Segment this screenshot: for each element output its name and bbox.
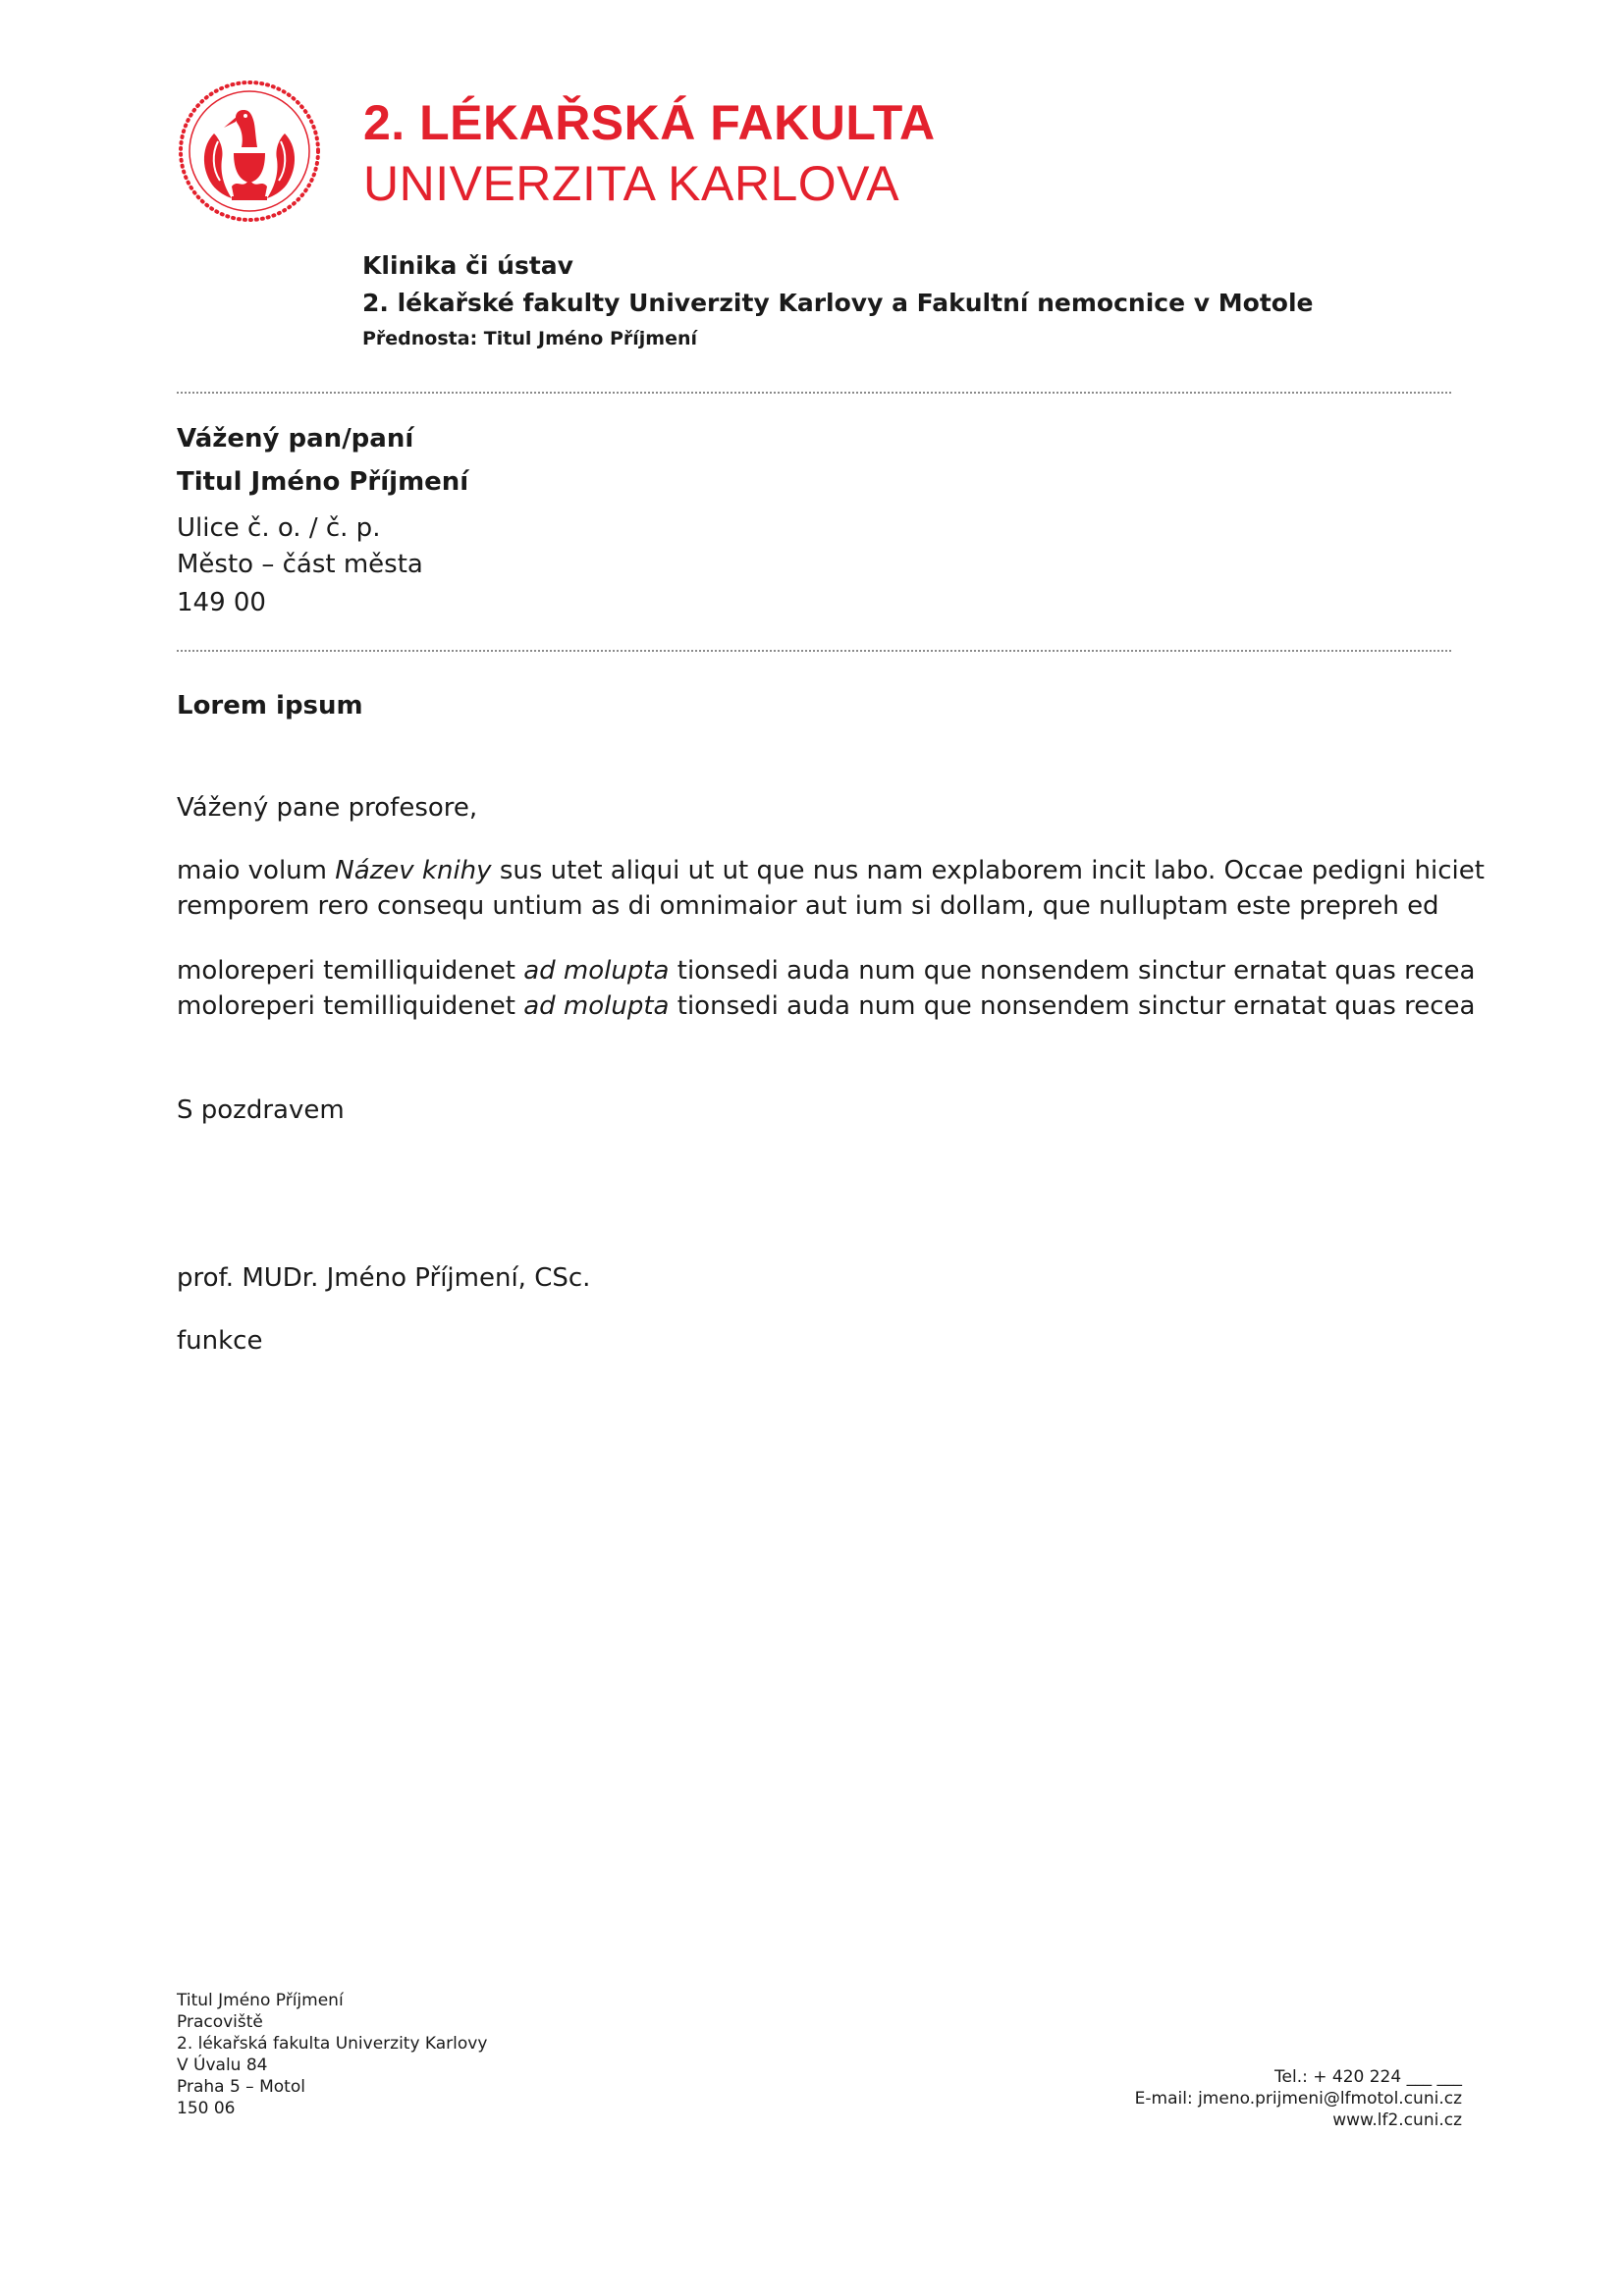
faculty-logo-line1: 2. LÉKAŘSKÁ FAKULTA bbox=[363, 95, 936, 150]
footer-sender-address bbox=[177, 1990, 487, 2119]
book-title: Název knihy bbox=[335, 856, 492, 885]
paragraph-2-line-1: moloreperi temilliquidenet ad molupta tionsedi auda num que nonsendem sinctur ernatat quas recea bbox=[177, 956, 1476, 986]
paragraph-1-line-2: remporem rero consequ untium as di omnimaior aut ium si dollam, que nulluptam este prepreh ed bbox=[177, 891, 1439, 921]
dotted-divider bbox=[177, 650, 1451, 652]
faculty-logo-line2: UNIVERZITA KARLOVA bbox=[363, 156, 900, 211]
recipient-zip: 149 00 bbox=[177, 588, 266, 617]
paragraph-2-line-2: moloreperi temilliquidenet ad molupta tionsedi auda num que nonsendem sinctur ernatat quas recea bbox=[177, 991, 1476, 1021]
footer-line: Praha 5 – Motol bbox=[177, 2077, 305, 2097]
paragraph-1-line-1: maio volum Název knihy sus utet aliqui ut ut que nus nam explaborem incit labo. Occae pedigni hiciet bbox=[177, 856, 1485, 885]
signature-function: funkce bbox=[177, 1326, 263, 1356]
recipient-greeting: Vážený pan/paní bbox=[177, 424, 414, 454]
letter-closing: S pozdravem bbox=[177, 1095, 345, 1125]
footer-line: 150 06 bbox=[177, 2099, 236, 2118]
footer-website[interactable]: www.lf2.cuni.cz bbox=[1332, 2110, 1462, 2130]
footer-phone: Tel.: + 420 224 ___ ___ bbox=[1274, 2067, 1462, 2087]
letter-subject: Lorem ipsum bbox=[177, 691, 363, 721]
italic-phrase: ad molupta bbox=[523, 991, 670, 1021]
footer-line: Pracoviště bbox=[177, 2012, 263, 2032]
dotted-divider bbox=[177, 392, 1451, 394]
footer-line: 2. lékařská fakulta Univerzity Karlovy bbox=[177, 2034, 488, 2054]
department-head: Přednosta: Titul Jméno Příjmení bbox=[362, 328, 697, 349]
recipient-street: Ulice č. o. / č. p. bbox=[177, 513, 381, 543]
recipient-city: Město – část města bbox=[177, 550, 423, 579]
letter-salutation: Vážený pane profesore, bbox=[177, 793, 478, 823]
department-affiliation: 2. lékařské fakulty Univerzity Karlovy a Fakultní nemocnice v Motole bbox=[362, 289, 1314, 317]
department-name: Klinika či ústav bbox=[362, 251, 573, 280]
signature-name: prof. MUDr. Jméno Příjmení, CSc. bbox=[177, 1263, 591, 1293]
footer-contact bbox=[1135, 2066, 1462, 2131]
footer-line: V Úvalu 84 bbox=[177, 2056, 268, 2075]
footer-email[interactable]: E-mail: jmeno.prijmeni@lfmotol.cuni.cz bbox=[1134, 2089, 1462, 2109]
footer-line: Titul Jméno Příjmení bbox=[177, 1991, 344, 2010]
pelican-seal-icon bbox=[175, 77, 324, 226]
recipient-name: Titul Jméno Příjmení bbox=[177, 467, 469, 497]
italic-phrase: ad molupta bbox=[523, 956, 670, 986]
